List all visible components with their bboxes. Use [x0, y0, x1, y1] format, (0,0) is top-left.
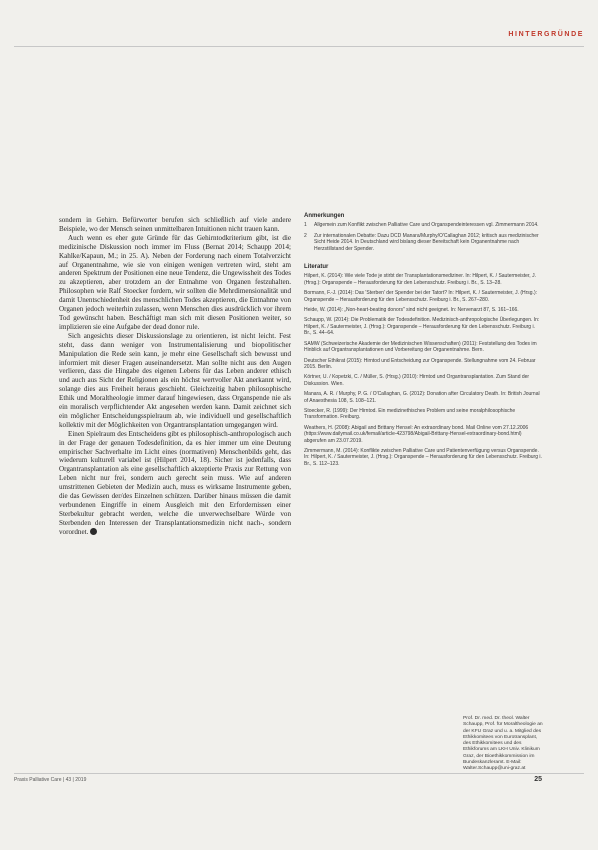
reference-item: Deutscher Ethikrat (2015): Hirntod und Entscheidung zur Organspende. Stellungnahme vom 24. Februar 2015. Berlin. — [304, 357, 536, 370]
page-number: 25 — [534, 776, 542, 783]
reference-item: Hilpert, K. (2014): Wie viele Tode je stirbt der Transplantationsmediziner. In: Hilpert, K. / Sautermeister, J. (Hrsg.): Organspende – Herausforderung für den Lebensschutz. Freiburg i. Br., S. 13–28. — [304, 273, 536, 286]
reference-item: Stoecker, R. (1999): Der Hirntod. Ein medizinethisches Problem und seine moralphilosophische Transformation. Freiburg. — [304, 407, 516, 421]
reference-item: Bormann, F.-J. (2014): Das 'Sterben' der Spender bei der Tatort? In: Hilpert, K. / Sautermeister, J. (Hrsg.): Organspende – Herausforderung für den Lebensschutz. Freiburg i. Br., S. 267–280. — [304, 290, 538, 303]
note-number: 2 — [304, 232, 307, 239]
sidebar-references — [304, 213, 542, 471]
section-label: HINTERGRÜNDE — [508, 31, 584, 38]
body-paragraph-1: sondern in Gehirn. Befürworter berufen sich schließlich auf viele andere Beispiele, wo der Mensch seinen unmittelbaren Intuitionen nicht trauen kann. — [59, 216, 291, 233]
article-body — [59, 216, 291, 537]
note-item — [304, 222, 542, 228]
body-paragraph-3: Sich angesichts dieser Diskussionslage zu orientieren, ist nicht leicht. Fest steht, dass dann weniger von Instrumentalisierung und biopolitischer Manipulation die Rede sein kann, je mehr eine Gesellschaft sich bewusst und informiert mit dieser Fragen auseinandersetzt. Man sollte nicht aus den Augen verlieren, dass die Hingabe des eigenen Lebens für das Leben anderer ethisch und auch aus Sicht der Religionen als ein höchst wertvoller Akt anerkannt wird, solange dies aus Freiheit heraus geschieht. Gleichzeitig haben philosophische Ethik und Moraltheologie immer darauf hingewiesen, dass Organspende nie als ein moralisch verpflichtender Akt angesehen werden kann. Damit zeichnet sich ein möglicher Entscheidungsspielraum ab, wie individuell und gesellschaftlich kollektiv mit der Möglichkeiten von Organtransplantation umgegangen wird. — [59, 331, 291, 429]
footer-publication: Praxis Palliative Care | 43 | 2019 — [14, 777, 87, 783]
body-paragraph-4 — [59, 430, 291, 537]
note-number: 1 — [304, 222, 307, 229]
body-paragraph-4-text: Einen Spielraum des Entscheidens gibt es philosophisch-anthropologisch auch in der Frage der genauen Todesdefinition, da es hier immer um eine Deutung empirischer Sachverhalte im Licht eines (normativen) Menschenbilds geht, das wiederum kulturell variabel ist (Hilpert 2014, 18). Sicher ist jedenfalls, dass Organtransplantation als eine gesellschaftlich akzeptierte Praxis zur Rettung von Leben nicht nur frei, sondern auch gerecht sein muss. Wie auf anderen umstrittenen Gebieten der Medizin auch, muss es wirksame Instrumente geben, die das Gewissen der/des Einzelnen schützen. Darüber hinaus müssen die damit verbundenen Eingriffe in einem Ausgleich mit den Erfordernissen einer Sterbekultur gebracht werden, welche die unverwechselbare Würde von Sterbenden den Interessen der Transplantationsmedizin nicht nach-, sondern vorordnet. — [59, 429, 291, 536]
body-paragraph-2: Auch wenn es eher gute Gründe für das Gehirntodkriterium gibt, ist die medizinische Diskussion noch immer im Fluss (Bernat 2014; Schaupp 2014; Kahlke/Kapaun, M.; in 25. A). Neben der Forderung nach einem Totalverzicht auf Organentnahme, wie sie von einigen wenigen vertreten wird, steht am anderen Spektrum der Positionen eine neue Tendenz, die Ungewissheit des Todes zu akzeptieren, aber trotzdem an der Entnahme von Organen festzuhalten. Philosophen wie Ralf Stoecker fordern, wir sollten die Mehrdimensionalität und damit Unentschiedenheit des menschlichen Todes akzeptieren, die Entnahme von Organen jedoch weiterhin zulassen, wenn Menschen dies ausdrücklich vor ihrem Tod gewünscht haben. Beschäftigt man sich mit diesen Positionen weiter, so implizieren sie eine Aufgabe der dead donor rule. — [59, 233, 291, 331]
reference-item: SAMW (Schweizerische Akademie der Medizinischen Wissenschaften) (2011): Feststellung des Todes im Hinblick auf Organtransplantationen und Vorbereitung der Organentnahme. Bern. — [304, 340, 537, 354]
reference-item: Manara, A. R. / Murphy, P. G. / O'Callaghan, G. (2012): Donation after Circulatory Death. In: British Journal of Anaesthesia 108, S. 108–121. — [304, 391, 540, 404]
reference-item: Heide, W. (2014): „Non-heart-beating donors" sind nicht geeignet. In: Nervenarzt 87, S. 161–166. — [304, 307, 519, 314]
header-divider — [14, 46, 584, 47]
reference-item: Körtner, U. / Kopetzki, C. / Müller, S. (Hrsg.) (2010): Hirntod und Organtransplantation. Zum Stand der Diskussion. Wien. — [304, 374, 530, 387]
note-text: Zur internationalen Debatte: Dazu DCD Manara/Murphy/O'Callaghan 2012; kritisch aus medizinischer Sicht Heide 2014. In Deutschland wird bislang dieser Bereitschaft kein Organentnahme nach Herzstillstand der Spender. — [314, 232, 539, 252]
reference-item: Schaupp, W. (2014): Die Problematik der Todesdefinition. Medizinisch-anthropologische Überlegungen. In: Hilpert, K. / Sautermeister, J. (Hrsg.): Organspende – Herausforderung für den Lebensschutz. Freiburg i. Br., S. 44–64. — [304, 317, 540, 337]
note-text: Allgemein zum Konflikt zwischen Palliative Care und Organspendeinteressen vgl. Zimmermann 2014. — [314, 222, 539, 229]
reference-item: Weathers, H. (2008): Abigail and Brittany Hensel: An extraordinary bond. Mail Online vom 27.12.2006 (https://www.dailymail.co.uk/femail/article-423798/Abigail-Brittany-Hensel-extraordinary-bond.html) abgerufen am 23.07.2019. — [304, 424, 529, 444]
article-end-mark-icon — [90, 528, 97, 535]
notes-title: Anmerkungen — [304, 213, 345, 219]
literature-title: Literatur — [304, 264, 329, 271]
author-info: Prof. Dr. med. Dr. theol. Walter Schaupp, Prof. für Moraltheologie an der KFU Graz und u. a. Mitglied des Ethikkomitees von Eurotransplant, des Ethikkomitees und des Ethikforums am LKH Univ. Klinikum Graz, der Bioethikkommission im Bundeskanzleramt. E-Mail: Walter.Schaupp@uni-graz.at — [463, 716, 543, 772]
note-item — [304, 233, 542, 252]
reference-item: Zimmermann, M. (2014): Konflikte zwischen Palliative Care und Patientenverfügung versus Organspende. In: Hilpert, K. / Sautermeister, J. (Hrsg.): Organspende – Herausforderung für den Lebensschutz. Freiburg i. Br., S. 112–123. — [304, 447, 542, 467]
footer-divider — [14, 773, 584, 774]
